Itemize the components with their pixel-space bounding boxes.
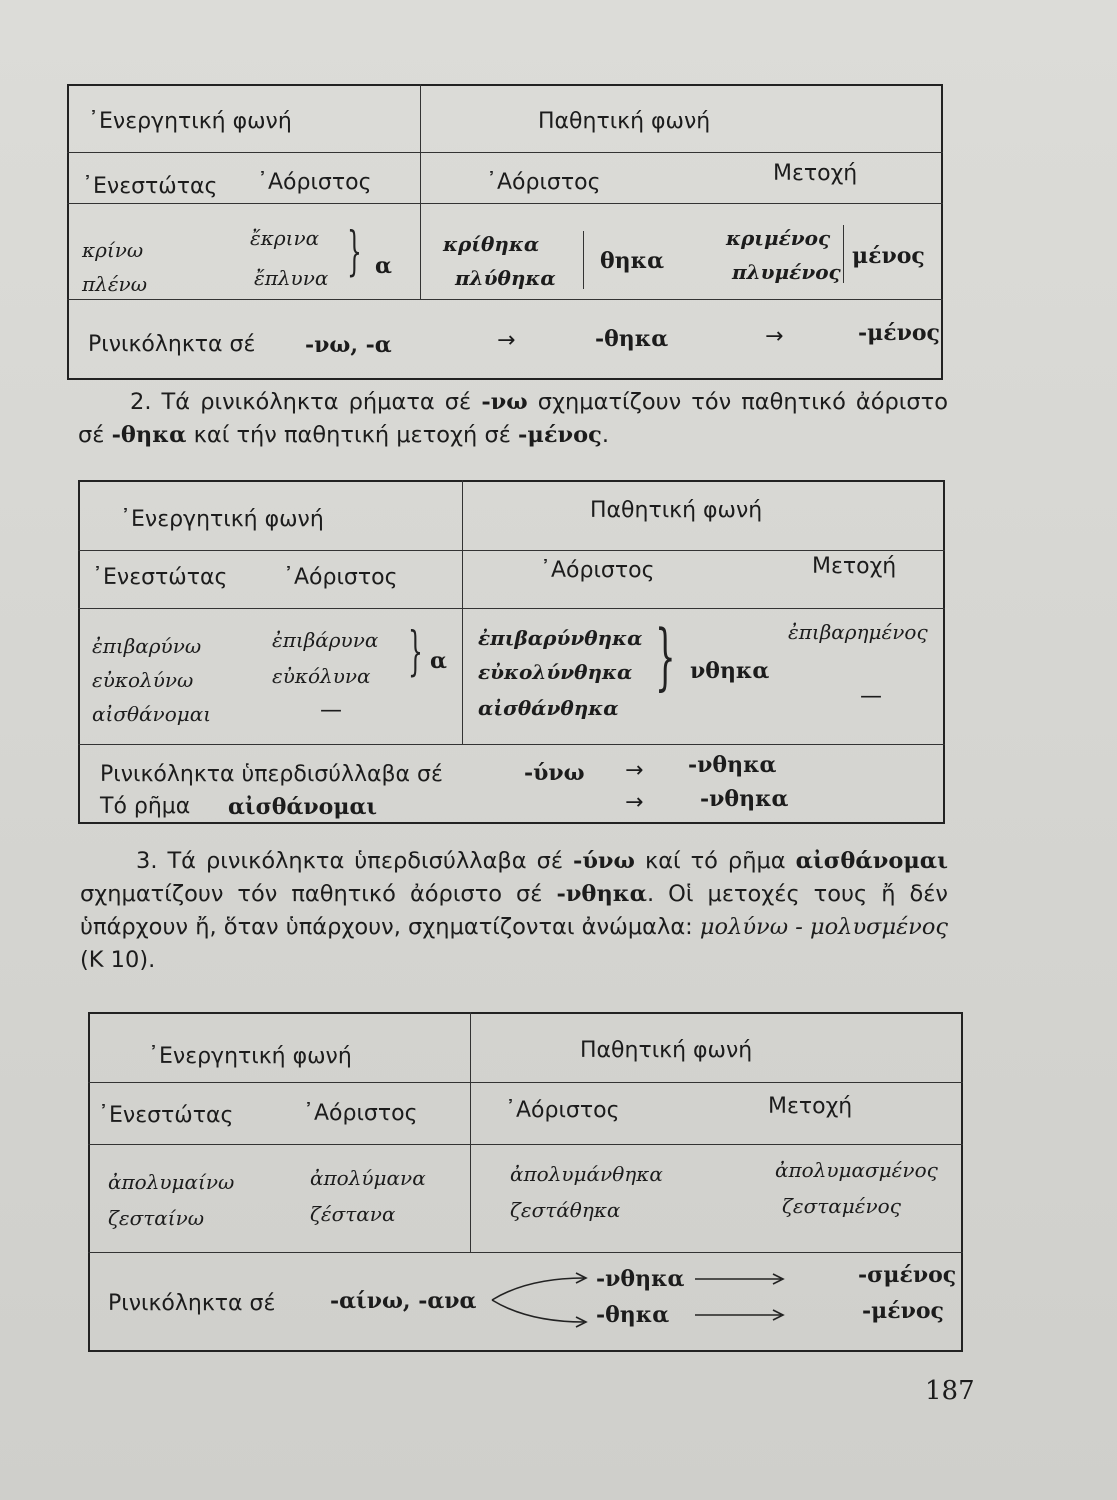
t1-participle-1: κριμένος: [726, 226, 831, 250]
t1-rule-text: Ρινικόληκτα σέ: [88, 332, 256, 357]
t3-branch2-end: -μένος: [862, 1298, 944, 1324]
t2-aorist-suffix: α: [430, 648, 447, 674]
t3-header-aorist-active: ᾿Αόριστος: [303, 1101, 418, 1126]
t3-passive-aorist-2: ζεστάθηκα: [510, 1198, 621, 1222]
t1-passive-aorist-suffix: θηκα: [600, 248, 665, 274]
t3-rule-text: Ρινικόληκτα σέ: [108, 1291, 276, 1316]
t1-brace-aorist: }: [347, 222, 362, 282]
t2-passive-aorist-1: ἐπιβαρύνθηκα: [478, 626, 643, 650]
t1-header-aorist-active: ᾿Αόριστος: [257, 170, 372, 195]
t1-aorist-2: ἔπλυνα: [254, 266, 329, 290]
t1-header-participle: Μετοχή: [773, 161, 858, 186]
paragraph-3: 3. Τά ρινικόληκτα ὑπερδισύλλαβα σέ -ύνω καί τό ρῆμα αἰσθάνομαι σχηματίζουν τόν παθητικό ἀόριστο σέ -νθηκα. Οἱ μετοχές τους ἤ δέν ὑπάρχουν ἤ, ὅταν ὑπάρχουν, σχηματίζονται ἀνώμαλα: μολύνω - μολυσμένος (Κ 10).: [80, 848, 949, 973]
t1-rule-ending: -νω, -α: [305, 332, 392, 358]
t2-participle-2: —: [860, 684, 882, 709]
t2-brace-aorist: }: [408, 622, 423, 682]
t1-header-aorist-passive: ᾿Αόριστος: [486, 170, 601, 195]
t2-participle-1: ἐπιβαρημένος: [788, 620, 928, 644]
t2-header-participle: Μετοχή: [812, 554, 897, 579]
t3-present-2: ζεσταίνω: [108, 1206, 205, 1230]
t1-divider-part: [843, 225, 844, 283]
t2-header-present: ᾿Ενεστώτας: [92, 565, 228, 590]
t3-arrow-2: [695, 1308, 785, 1322]
t1-header-active: ᾿Ενεργητική φωνή: [88, 109, 292, 134]
t1-rule-end: -μένος: [858, 320, 940, 346]
t3-present-1: ἀπολυμαίνω: [108, 1170, 235, 1194]
t2-rule2-end: -νθηκα: [700, 786, 789, 812]
t2-present-3: αἰσθάνομαι: [92, 702, 212, 726]
t1-participle-suffix: μένος: [852, 243, 925, 269]
t2-passive-aorist-3: αἰσθάνθηκα: [478, 696, 619, 720]
t2-rule1-arrow: →: [625, 758, 644, 783]
t1-aorist-suffix: α: [375, 253, 392, 279]
t2-header-aorist-active: ᾿Αόριστος: [283, 565, 398, 590]
paragraph-2: 2. Τά ρινικόληκτα ρήματα σέ -νω σχηματίζουν τόν παθητικό ἀόριστο σέ -θηκα καί τήν παθητική μετοχή σέ -μένος.: [78, 389, 948, 448]
t3-header-present: ᾿Ενεστώτας: [98, 1103, 234, 1128]
t3-branch1-end: -σμένος: [858, 1262, 957, 1288]
t3-participle-2: ζεσταμένος: [782, 1194, 901, 1218]
page-number: 187: [925, 1376, 975, 1406]
t2-brace-passive: }: [655, 614, 676, 698]
t2-rule1-end: -νθηκα: [688, 752, 777, 778]
t3-branch2-mid: -θηκα: [596, 1302, 670, 1328]
t2-aorist-3: —: [320, 698, 342, 723]
t1-rule-mid: -θηκα: [595, 326, 669, 352]
t2-passive-aorist-2: εὐκολύνθηκα: [478, 660, 633, 684]
t3-participle-1: ἀπολυμασμένος: [775, 1158, 938, 1182]
t1-passive-aorist-2: πλύθηκα: [455, 266, 556, 290]
t1-participle-2: πλυμένος: [732, 260, 841, 284]
t2-rule2-arrow: →: [625, 790, 644, 815]
t2-aorist-2: εὐκόλυνα: [272, 664, 371, 688]
t2-present-1: ἐπιβαρύνω: [92, 634, 202, 658]
t2-rule2-text: Τό ρῆμα: [100, 794, 191, 819]
t1-present-1: κρίνω: [82, 238, 144, 262]
t1-header-passive: Παθητική φωνή: [538, 109, 711, 134]
t1-rule-arrow-2: →: [765, 324, 784, 349]
t1-present-2: πλένω: [82, 272, 148, 296]
t3-header-active: ᾿Ενεργητική φωνή: [148, 1044, 352, 1069]
t1-rule-arrow-1: →: [497, 328, 516, 353]
t2-header-aorist-passive: ᾿Αόριστος: [540, 558, 655, 583]
t1-header-present: ᾿Ενεστώτας: [82, 174, 218, 199]
t2-rule2-verb: αἰσθάνομαι: [228, 794, 378, 820]
t1-divider-paor: [583, 231, 584, 289]
t2-passive-aorist-suffix: νθηκα: [690, 658, 770, 684]
t2-present-2: εὐκολύνω: [92, 668, 194, 692]
t3-aorist-2: ζέστανα: [310, 1202, 396, 1226]
t3-header-passive: Παθητική φωνή: [580, 1038, 753, 1063]
t3-aorist-1: ἀπολύμανα: [310, 1166, 426, 1190]
t3-rule-ending: -αίνω, -ανα: [330, 1288, 477, 1314]
t2-aorist-1: ἐπιβάρυνα: [272, 628, 379, 652]
t1-aorist-1: ἔκρινα: [250, 226, 320, 250]
t3-branch1-mid: -νθηκα: [596, 1266, 685, 1292]
t3-header-aorist-passive: ᾿Αόριστος: [505, 1098, 620, 1123]
t2-rule1-text: Ρινικόληκτα ὑπερδισύλλαβα σέ: [100, 762, 443, 787]
t3-header-participle: Μετοχή: [768, 1094, 853, 1119]
t2-header-passive: Παθητική φωνή: [590, 498, 763, 523]
t2-header-active: ᾿Ενεργητική φωνή: [120, 507, 324, 532]
t3-arrow-1: [695, 1272, 785, 1286]
t2-rule1-ending: -ύνω: [524, 760, 585, 786]
t1-passive-aorist-1: κρίθηκα: [443, 232, 540, 256]
t3-fork-arrow: [488, 1270, 598, 1330]
t3-passive-aorist-1: ἀπολυμάνθηκα: [510, 1162, 663, 1186]
